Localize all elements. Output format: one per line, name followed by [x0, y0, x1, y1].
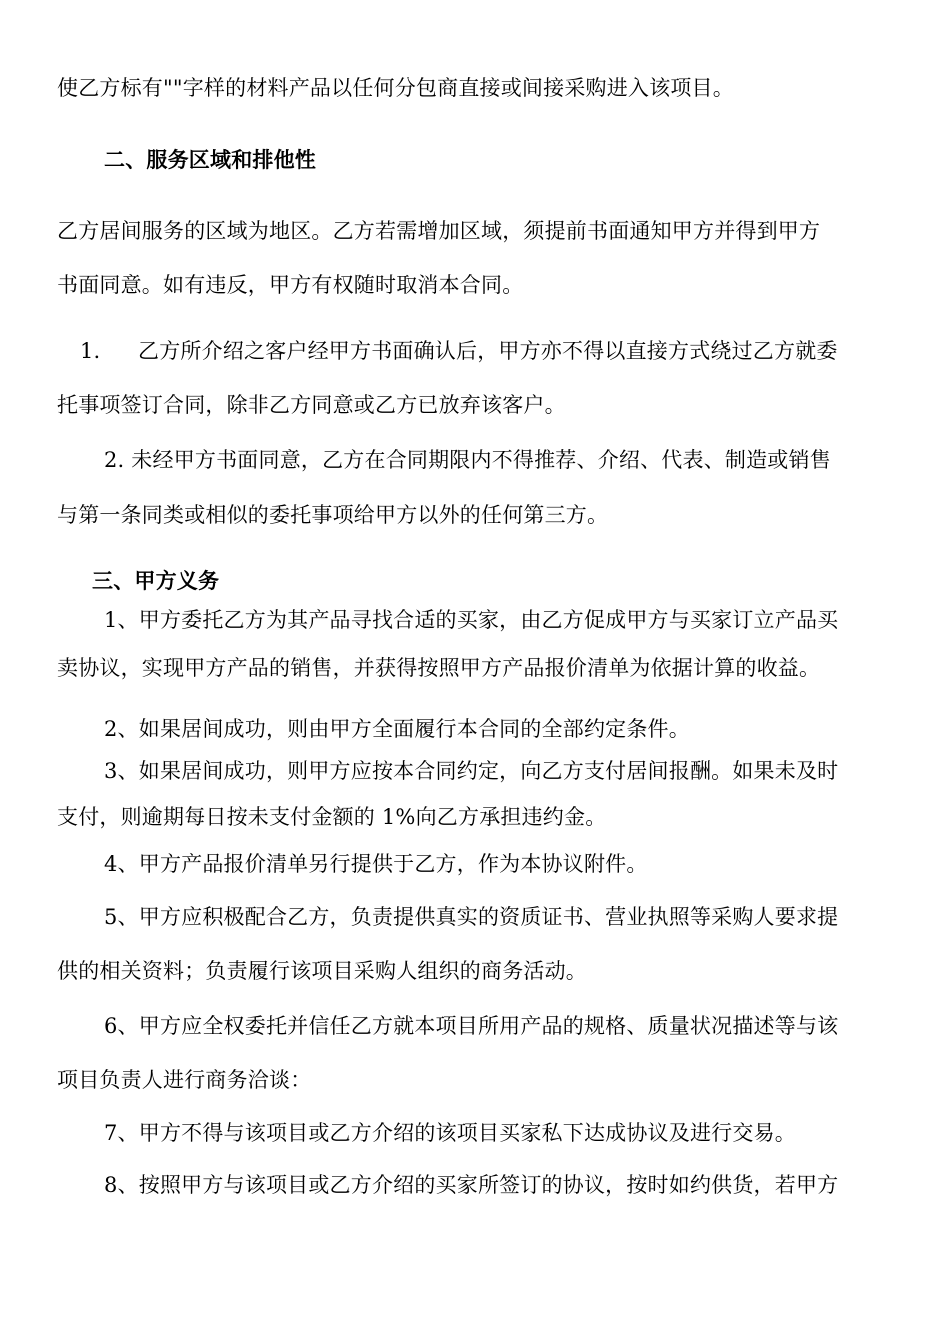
section3-item-line: 8、按照甲方与该项目或乙方介绍的买家所签订的协议，按时如约供货，若甲方 [104, 1173, 839, 1197]
section2-para-line: 乙方居间服务的区域为地区。乙方若需增加区域，须提前书面通知甲方并得到甲方 [57, 219, 821, 243]
section3-item-line: 5、甲方应积极配合乙方，负责提供真实的资质证书、营业执照等采购人要求提 [104, 905, 839, 929]
section3-item-line: 6、甲方应全权委托并信任乙方就本项目所用产品的规格、质量状况描述等与该 [104, 1014, 839, 1038]
intro-tail-line: 使乙方标有""字样的材料产品以任何分包商直接或间接采购进入该项目。 [57, 76, 734, 100]
section3-item-line: 项目负责人进行商务洽谈： [57, 1068, 312, 1092]
section3-heading: 三、甲方义务 [92, 569, 220, 593]
section3-item-line: 1、甲方委托乙方为其产品寻找合适的买家，由乙方促成甲方与买家订立产品买 [104, 608, 839, 632]
section2-heading: 二、服务区域和排他性 [104, 148, 316, 172]
section3-item-line: 支付，则逾期每日按未支付金额的 1%向乙方承担违约金。 [57, 805, 607, 829]
section2-item1-number: 1. [80, 339, 101, 363]
section2-item2-line: 2. 未经甲方书面同意，乙方在合同期限内不得推荐、介绍、代表、制造或销售 [104, 448, 831, 472]
section2-para-line: 书面同意。如有违反，甲方有权随时取消本合同。 [57, 273, 524, 297]
section3-item-line: 7、甲方不得与该项目或乙方介绍的该项目买家私下达成协议及进行交易。 [104, 1121, 796, 1145]
section3-item-line: 供的相关资料；负责履行该项目采购人组织的商务活动。 [57, 959, 587, 983]
section3-item-line: 卖协议，实现甲方产品的销售，并获得按照甲方产品报价清单为依据计算的收益。 [57, 656, 821, 680]
section2-item2-line: 与第一条同类或相似的委托事项给甲方以外的任何第三方。 [57, 503, 609, 527]
section3-item-line: 4、甲方产品报价清单另行提供于乙方，作为本协议附件。 [104, 852, 648, 876]
section2-item1-line: 乙方所介绍之客户经甲方书面确认后，甲方亦不得以直接方式绕过乙方就委 [138, 339, 838, 363]
section3-item-line: 3、如果居间成功，则甲方应按本合同约定，向乙方支付居间报酬。如果未及时 [104, 759, 839, 783]
section3-item-line: 2、如果居间成功，则由甲方全面履行本合同的全部约定条件。 [104, 717, 690, 741]
section2-item1-line: 托事项签订合同，除非乙方同意或乙方已放弃该客户。 [57, 393, 566, 417]
